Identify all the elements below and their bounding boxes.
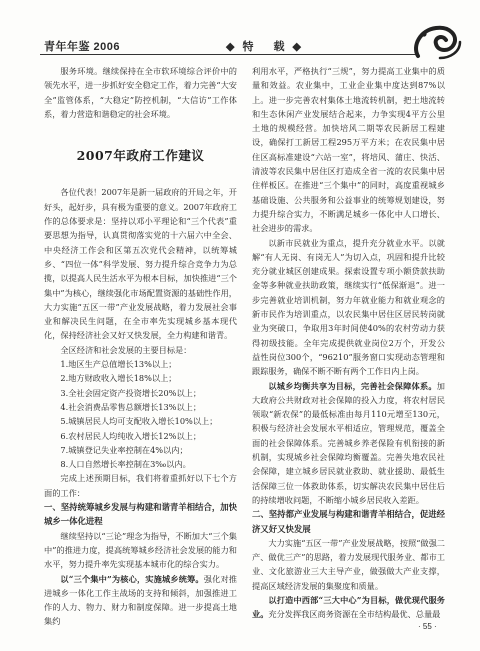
target-item: 3.全社会固定资产投资增长20%以上； <box>60 387 202 398</box>
header-rule <box>40 54 418 55</box>
targets-intro: 全区经济和社会发展的主要目标是： <box>60 344 192 355</box>
body-paragraph: 继续坚持以“三论”理念为指导，不断加大“三个集中”的推进力度，提高统筹城乡经济社会发展的能力和水平，努力提升率先实现基本城市化的综合实力。 <box>44 530 237 570</box>
body-paragraph: 大力实施“五区一带”产业发展战略，按照“做强二产、做优三产”的思路，着力发展现代服务业、都市工业、文化旅游业三大主导产业，做强做大产业支撑，提高区域经济发展的集聚度和质量。 <box>252 537 445 591</box>
lead-paragraph: 服务环境。继续保持在全市软环境综合评价中的领先水平，进一步抓好安全稳定工作，着力完善“大安全”监管体系，“大稳定”防控机制，“大信访”工作体系，着力营造和谐稳定的社会环境。 <box>44 66 237 119</box>
paragraph-lead: 以“三个集中”为核心，实施城乡统筹。 <box>60 573 204 584</box>
diamond-icon: ◆ <box>292 41 301 53</box>
body-paragraph: 以城乡均衡共享为目标，完善社会保障体系。加大政府公共财政对社会保障的投入力度，将农村居民领取“新农保”的最低标准由每月110元增至130元，积极与经济社会发展水平相适应，管理规范，覆盖全面的社会保障体系。完善城乡养老保险有机衔接的新机制，实现城乡社会保障均衡覆盖。完善失地农民社会保障，建立城乡居民就业救助、就业援助、最低生活保障三位一体救助体系，切实解决农民集中居住后的持续增收问题，不断缩小城乡居民收入差距。 <box>252 380 445 505</box>
swirl-logo-icon <box>410 18 462 62</box>
paragraph-lead: 以打造中西部“三大中心”为目标，做优现代服务业。 <box>252 594 445 620</box>
section-heading: 二、坚持都产业发展与构建和谐青羊相结合，促进经济又好又快发展 <box>252 509 445 534</box>
target-item: 7.城镇登记失业率控制在4%以内； <box>60 444 188 455</box>
page-number: · 55 · <box>418 622 437 631</box>
target-item: 6.农村居民人均纯收入增长12%以上； <box>60 430 202 441</box>
article-title: 2007年政府工作建议 <box>76 148 205 164</box>
left-column <box>44 64 237 629</box>
target-item: 1.地区生产总值增长13%以上； <box>60 359 177 370</box>
body-paragraph: 以新市民就业为重点，提升充分就业水平。以就解“有人无岗、有岗无人”为切入点，巩固和提升比较充分就业城区创建成果。探索设置专项小额贷款扶助金等多种就业扶助政策，继续实行“低保渐退”。进一步完善就业培训机制，努力年就业能力和就业观念的新市民作为培训重点，以农民集中居住区居民转岗就业为突破口，争取用3年时间使40%的农村劳动力获得初级技能。全年完成提供就业岗位2万个，开发公益性岗位300个，“96210”服务窗口实现动态管理和跟踪服务，确保不断不断有两个工作日内上岗。 <box>252 237 445 377</box>
page-header <box>0 0 480 56</box>
section-heading: 一、坚持统筹城乡发展与构建和谐青羊相结合，加快城乡一体化进程 <box>44 502 237 527</box>
intro-paragraph: 各位代表！2007年是新一届政府的开局之年，开好头，起好步，具有极为重要的意义。2007年政府工作的总体要求是：坚持以邓小平理论和“三个代表”重要思想为指导，认真贯彻落实党的十六届六中全会、中央经济工作会和区第五次党代会精神，以统筹城乡、“四位一体”科学发展、努力提升综合竞争力为总揽，以提高人民生活水平为根本目标，加快推进“三个集中”为核心，继续强化市场配置资源的基础性作用，大力实施“五区一带”产业发展战略，着力发展社会事业和解决民生问题，在全市率先实现城乡基本现代化，保持经济社会又好又快发展，全力构建和谐青。 <box>44 187 237 341</box>
target-item: 2.地方财政收入增长18%以上； <box>60 373 177 384</box>
tasks-intro: 完成上述预期目标，我们将着重抓好以下七个方面的工作： <box>44 473 237 498</box>
body-paragraph: 以打造中西部“三大中心”为目标，做优现代服务业。充分发挥我区商务资源在全市结构最优、总量最 <box>252 594 445 620</box>
target-item: 8.人口自然增长率控制在3‰以内。 <box>60 459 191 470</box>
body-paragraph: 以“三个集中”为核心，实施城乡统筹。强化对推进城乡一体化工作主战场的支持和倾斜，加强推进工作的人力、物力、财力和制度保障。进一步提高土地集约 <box>44 573 237 627</box>
right-column <box>252 64 445 622</box>
diamond-icon: ◆ <box>226 41 235 53</box>
body-paragraph: 利用水平，严格执行“三规”，努力提高工业集中的质量和效益。农业集中，工业企业集中度达到87%以上。进一步完善农村集体土地流转机制，把土地流转和生态休闲产业发展结合起来，力争实现4平方公里土地的规模经营。加快培风二期等农民新居工程建设，确保打工新居工程295万平方米；在农民集中居住区高标准建设“六站一室”，将培风、蒲庄、快活、清波等农民集中居住区打造成全省一流的农民集中居住样板区。在推进“三个集中”的同时，高度重视城乡基础设施、公共服务和公益事业的统筹规划建设，努力提升综合实力，不断满足城乡一体化中人口增长、社会进步的需求。 <box>252 66 445 234</box>
section-title: ◆ 特 载 ◆ <box>226 41 301 53</box>
paragraph-lead: 以城乡均衡共享为目标，完善社会保障体系。 <box>268 380 437 391</box>
target-item: 5.城镇居民人均可支配收入增长10%以上； <box>60 416 218 427</box>
journal-title: 青年年鉴 2006 <box>44 41 121 53</box>
target-item: 4.社会消费品零售总额增长13%以上； <box>60 401 202 412</box>
